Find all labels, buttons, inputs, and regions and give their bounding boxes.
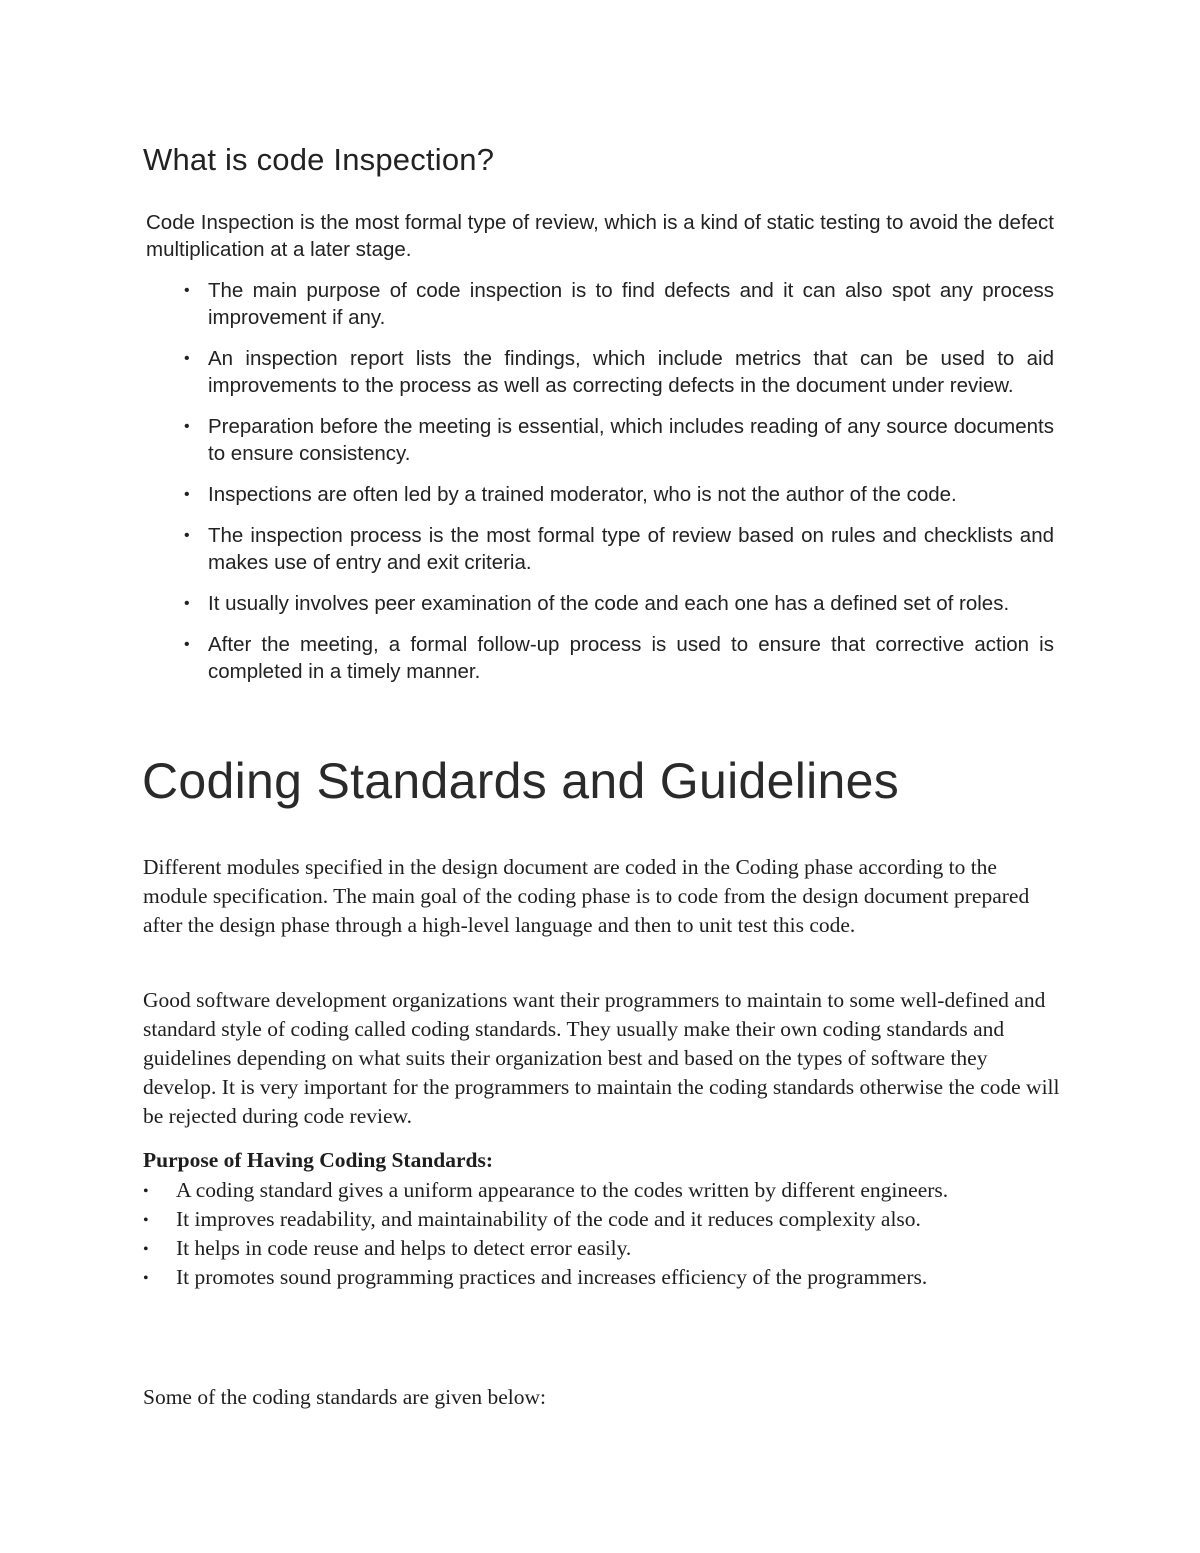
bullet-icon: • — [184, 282, 190, 299]
bullet-icon: • — [184, 486, 190, 503]
bullet-icon: • — [143, 1241, 149, 1258]
list-item — [146, 345, 1054, 399]
coding-paragraph-2: Good software development organizations want their programmers to maintain to some well-defined and standard style of coding called coding standards. They usually make their own coding standards and guidelines depending on what suits their organization best and based on the types of software they develop. It is very important for the programmers to maintain the coding standards otherwise the code will be rejected during code review. — [143, 988, 1060, 1128]
bullet-icon: • — [143, 1270, 149, 1287]
coding-paragraph-1: Different modules specified in the design document are coded in the Coding phase according to the module specification. The main goal of the coding phase is to code from the design document prepared after the design phase through a high-level language and then to unit test this code. — [143, 855, 1030, 937]
list-item — [146, 631, 1054, 685]
list-item-text: It usually involves peer examination of the code and each one has a defined set of roles. — [208, 592, 1010, 615]
bullet-icon: • — [184, 350, 190, 367]
list-item — [143, 1205, 1023, 1234]
list-item-text: It improves readability, and maintainability of the code and it reduces complexity also. — [176, 1207, 921, 1231]
list-item-text: A coding standard gives a uniform appearance to the codes written by different engineers. — [176, 1178, 949, 1202]
list-item — [143, 1234, 1023, 1263]
list-item-text: After the meeting, a formal follow-up process is used to ensure that corrective action is completed in a timely manner. — [208, 633, 1054, 683]
inspection-bullet-list — [146, 277, 1054, 699]
bullet-icon: • — [184, 636, 190, 653]
list-item-text: The main purpose of code inspection is to find defects and it can also spot any process improvement if any. — [208, 279, 1054, 329]
list-item-text: Inspections are often led by a trained moderator, who is not the author of the code. — [208, 483, 957, 506]
bullet-icon: • — [143, 1212, 149, 1229]
list-item-text: It promotes sound programming practices and increases efficiency of the programmers. — [176, 1265, 928, 1289]
bullet-icon: • — [184, 595, 190, 612]
bullet-icon: • — [184, 418, 190, 435]
list-item-text: Preparation before the meeting is essential, which includes reading of any source documents to ensure consistency. — [208, 415, 1054, 465]
list-item-text: It helps in code reuse and helps to detect error easily. — [176, 1236, 632, 1260]
inspection-heading: What is code Inspection? — [143, 142, 495, 177]
list-item-text: An inspection report lists the findings, which include metrics that can be used to aid improvements to the process as well as correcting defects in the document under review. — [208, 347, 1054, 397]
inspection-intro: Code Inspection is the most formal type of review, which is a kind of static testing to avoid the defect multiplication at a later stage. — [146, 211, 1054, 261]
list-item-text: The inspection process is the most formal type of review based on rules and checklists and makes use of entry and exit criteria. — [208, 524, 1054, 574]
list-item — [143, 1176, 1023, 1205]
list-item — [146, 413, 1054, 467]
purpose-heading: Purpose of Having Coding Standards: — [143, 1148, 494, 1172]
bullet-icon: • — [143, 1183, 149, 1200]
list-item — [143, 1263, 1023, 1292]
bullet-icon: • — [184, 527, 190, 544]
list-item — [146, 277, 1054, 331]
purpose-bullet-list — [143, 1176, 1023, 1292]
list-item — [146, 590, 1054, 617]
closing-line: Some of the coding standards are given below: — [143, 1385, 547, 1409]
coding-standards-heading: Coding Standards and Guidelines — [142, 753, 900, 809]
list-item — [146, 481, 1054, 508]
list-item — [146, 522, 1054, 576]
